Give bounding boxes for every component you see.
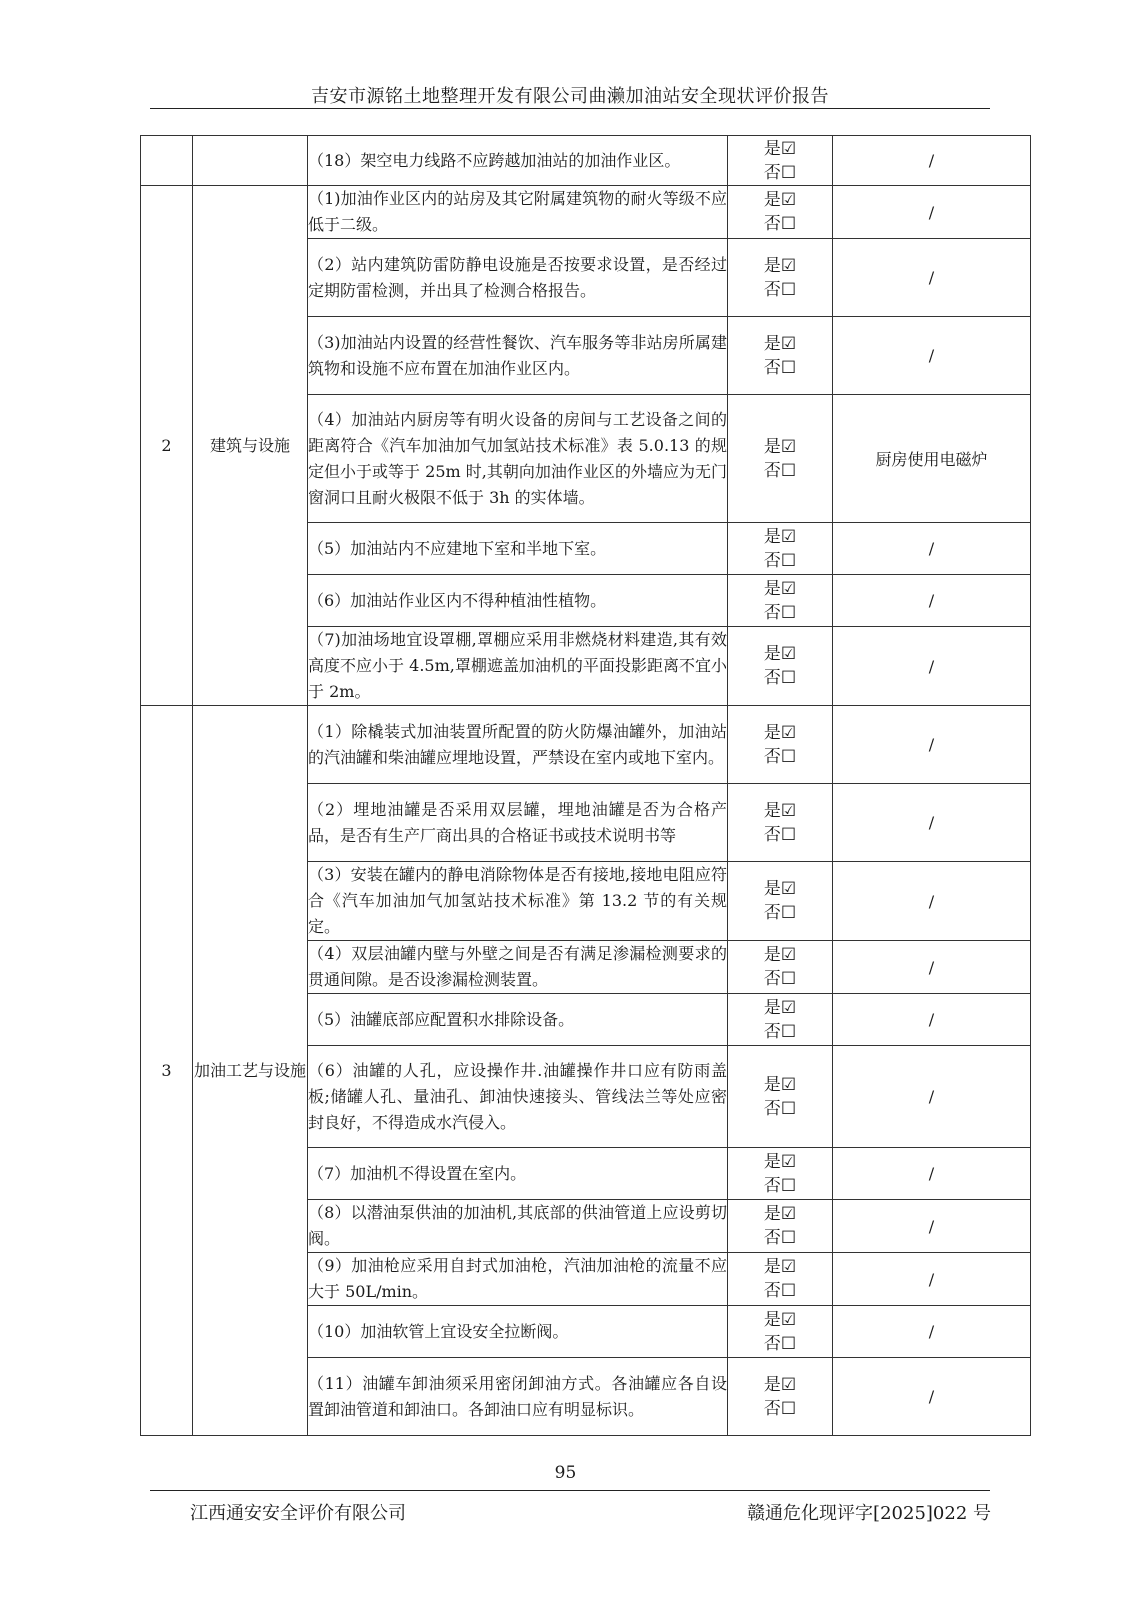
check-item-text: （1）除橇装式加油装置所配置的防火防爆油罐外，加油站的汽油罐和柴油罐应埋地设置，严禁设在室内或地下室内。 <box>308 706 728 784</box>
yes-checked-checkbox: 是☑ <box>763 1204 797 1224</box>
yes-no-check-cell <box>728 575 833 627</box>
check-item-text: （18）架空电力线路不应跨越加油站的加油作业区。 <box>308 136 728 186</box>
remark-cell: / <box>833 994 1031 1046</box>
no-empty-checkbox: 否☐ <box>763 668 797 688</box>
remark-cell: / <box>833 523 1031 575</box>
yes-checked-checkbox: 是☑ <box>763 1309 797 1330</box>
yes-no-check-cell <box>728 1358 833 1436</box>
check-item-text: （1)加油作业区内的站房及其它附属建筑物的耐火等级不应低于二级。 <box>308 186 728 239</box>
yes-no-check-cell <box>728 1253 833 1306</box>
checklist-body <box>141 136 1031 1436</box>
table-row <box>141 136 1031 186</box>
check-item-text: （3)加油站内设置的经营性餐饮、汽车服务等非站房所属建筑物和设施不应布置在加油作业区内。 <box>308 317 728 395</box>
remark-cell: / <box>833 941 1031 994</box>
no-empty-checkbox: 否☐ <box>763 1398 797 1419</box>
check-item-text: （2）站内建筑防雷防静电设施是否按要求设置，是否经过定期防雷检测，并出具了检测合格报告。 <box>308 239 728 317</box>
no-empty-checkbox: 否☐ <box>763 550 797 571</box>
yes-no-check-cell <box>728 994 833 1046</box>
yes-checked-checkbox: 是☑ <box>763 1151 797 1172</box>
check-item-text: （3）安装在罐内的静电消除物体是否有接地,接地电阻应符合《汽车加油加气加氢站技术标准》第 13.2 节的有关规定。 <box>308 862 728 941</box>
yes-no-check-cell <box>728 862 833 941</box>
yes-no-check-cell <box>728 317 833 395</box>
section-number: 2 <box>141 186 193 706</box>
yes-checked-checkbox: 是☑ <box>763 1257 797 1277</box>
yes-no-check-cell <box>728 523 833 575</box>
check-item-text: （4）双层油罐内壁与外壁之间是否有满足渗漏检测要求的贯通间隙。是否设渗漏检测装置。 <box>308 941 728 994</box>
remark-cell: / <box>833 575 1031 627</box>
yes-no-check-cell <box>728 941 833 994</box>
check-item-text: （4）加油站内厨房等有明火设备的房间与工艺设备之间的距离符合《汽车加油加气加氢站技术标准》表 5.0.13 的规定但小于或等于 25m 时,其朝向加油作业区的外墙应为无门窗洞口且耐火极限不低于 3h 的实体墙。 <box>308 395 728 523</box>
yes-checked-checkbox: 是☑ <box>763 1374 797 1395</box>
no-empty-checkbox: 否☐ <box>763 162 797 183</box>
check-item-text: （6）油罐的人孔，应设操作井.油罐操作井口应有防雨盖板;储罐人孔、量油孔、卸油快速接头、管线法兰等处应密封良好，不得造成水汽侵入。 <box>308 1046 728 1148</box>
yes-checked-checkbox: 是☑ <box>763 879 797 899</box>
remark-cell: / <box>833 862 1031 941</box>
yes-no-check-cell <box>728 239 833 317</box>
no-empty-checkbox: 否☐ <box>763 903 797 923</box>
section-number: 3 <box>141 706 193 1436</box>
remark-cell: / <box>833 1200 1031 1253</box>
no-empty-checkbox: 否☐ <box>763 602 797 623</box>
check-item-text: （8）以潜油泵供油的加油机,其底部的供油管道上应设剪切阀。 <box>308 1200 728 1253</box>
check-item-text: （5）加油站内不应建地下室和半地下室。 <box>308 523 728 575</box>
no-empty-checkbox: 否☐ <box>763 969 797 989</box>
yes-checked-checkbox: 是☑ <box>763 190 797 210</box>
section-category: 加油工艺与设施 <box>193 706 308 1436</box>
no-empty-checkbox: 否☐ <box>763 1175 797 1196</box>
table-row <box>141 186 1031 239</box>
remark-cell: / <box>833 627 1031 706</box>
yes-no-check-cell <box>728 1306 833 1358</box>
footer-rule <box>150 1490 990 1491</box>
remark-cell: / <box>833 1148 1031 1200</box>
remark-cell: / <box>833 186 1031 239</box>
yes-checked-checkbox: 是☑ <box>763 800 797 821</box>
yes-no-check-cell <box>728 1200 833 1253</box>
remark-cell: / <box>833 317 1031 395</box>
header-rule <box>150 108 990 109</box>
yes-checked-checkbox: 是☑ <box>763 578 797 599</box>
yes-no-check-cell <box>728 186 833 239</box>
remark-cell: / <box>833 784 1031 862</box>
footer-doc-number: 赣通危化现评字[2025]022 号 <box>747 1503 991 1524</box>
no-empty-checkbox: 否☐ <box>763 824 797 845</box>
check-item-text: （6）加油站作业区内不得种植油性植物。 <box>308 575 728 627</box>
yes-checked-checkbox: 是☑ <box>763 333 797 354</box>
section-category <box>193 136 308 186</box>
remark-cell: / <box>833 239 1031 317</box>
yes-no-check-cell <box>728 784 833 862</box>
yes-checked-checkbox: 是☑ <box>763 255 797 276</box>
yes-no-check-cell <box>728 136 833 186</box>
yes-checked-checkbox: 是☑ <box>763 138 797 159</box>
check-item-text: （7）加油机不得设置在室内。 <box>308 1148 728 1200</box>
check-item-text: （2）埋地油罐是否采用双层罐，埋地油罐是否为合格产品，是否有生产厂商出具的合格证书或技术说明书等 <box>308 784 728 862</box>
yes-checked-checkbox: 是☑ <box>763 644 797 664</box>
safety-checklist-table <box>140 135 1031 1436</box>
footer-company: 江西通安安全评价有限公司 <box>190 1503 406 1524</box>
yes-no-check-cell <box>728 1148 833 1200</box>
no-empty-checkbox: 否☐ <box>763 460 797 481</box>
check-item-text: （11）油罐车卸油须采用密闭卸油方式。各油罐应各自设置卸油管道和卸油口。各卸油口应有明显标识。 <box>308 1358 728 1436</box>
no-empty-checkbox: 否☐ <box>763 1098 797 1119</box>
section-category: 建筑与设施 <box>193 186 308 706</box>
yes-checked-checkbox: 是☑ <box>763 526 797 547</box>
yes-no-check-cell <box>728 395 833 523</box>
check-item-text: （9）加油枪应采用自封式加油枪，汽油加油枪的流量不应大于 50L/min。 <box>308 1253 728 1306</box>
page-number: 95 <box>554 1463 577 1483</box>
remark-cell: 厨房使用电磁炉 <box>833 395 1031 523</box>
yes-no-check-cell <box>728 706 833 784</box>
check-item-text: （10）加油软管上宜设安全拉断阀。 <box>308 1306 728 1358</box>
report-header-title: 吉安市源铭土地整理开发有限公司曲濑加油站安全现状评价报告 <box>311 86 829 107</box>
remark-cell: / <box>833 706 1031 784</box>
table-row <box>141 706 1031 784</box>
yes-checked-checkbox: 是☑ <box>763 436 797 457</box>
check-item-text: （5）油罐底部应配置积水排除设备。 <box>308 994 728 1046</box>
no-empty-checkbox: 否☐ <box>763 1228 797 1248</box>
yes-checked-checkbox: 是☑ <box>763 722 797 743</box>
section-number <box>141 136 193 186</box>
yes-checked-checkbox: 是☑ <box>763 945 797 965</box>
no-empty-checkbox: 否☐ <box>763 1333 797 1354</box>
check-item-text: （7)加油场地宜设罩棚,罩棚应采用非燃烧材料建造,其有效高度不应小于 4.5m,罩棚遮盖加油机的平面投影距离不宜小于 2m。 <box>308 627 728 706</box>
no-empty-checkbox: 否☐ <box>763 746 797 767</box>
remark-cell: / <box>833 1358 1031 1436</box>
yes-no-check-cell <box>728 1046 833 1148</box>
remark-cell: / <box>833 1046 1031 1148</box>
remark-cell: / <box>833 1253 1031 1306</box>
no-empty-checkbox: 否☐ <box>763 357 797 378</box>
no-empty-checkbox: 否☐ <box>763 214 797 234</box>
remark-cell: / <box>833 1306 1031 1358</box>
no-empty-checkbox: 否☐ <box>763 1021 797 1042</box>
remark-cell: / <box>833 136 1031 186</box>
no-empty-checkbox: 否☐ <box>763 1281 797 1301</box>
yes-no-check-cell <box>728 627 833 706</box>
yes-checked-checkbox: 是☑ <box>763 1074 797 1095</box>
no-empty-checkbox: 否☐ <box>763 279 797 300</box>
yes-checked-checkbox: 是☑ <box>763 997 797 1018</box>
